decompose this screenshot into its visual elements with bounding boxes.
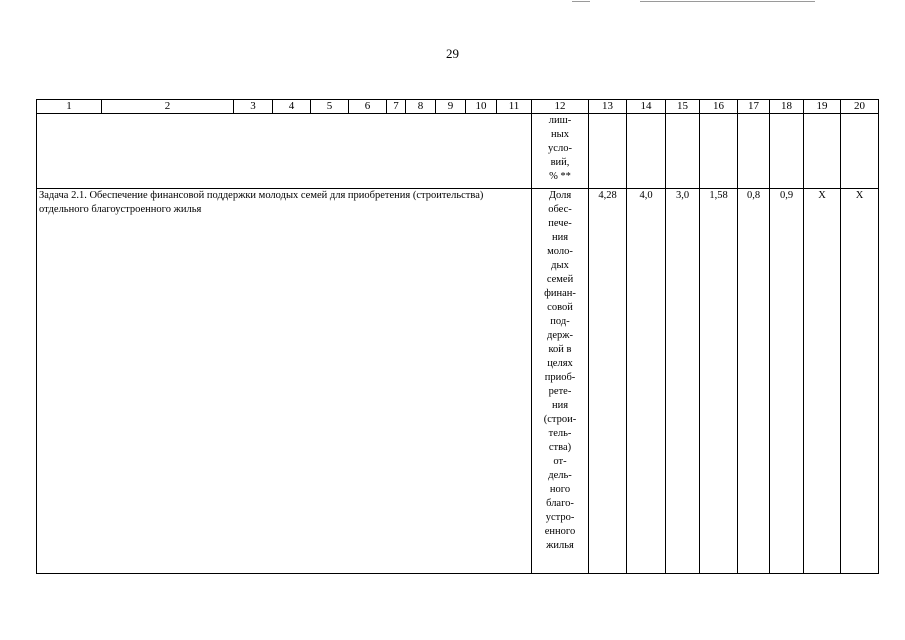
empty-cell <box>666 114 700 189</box>
indicator-line: рете- <box>548 386 572 397</box>
value-cell: 4,28 <box>589 189 627 574</box>
page-number: 29 <box>446 46 459 61</box>
header-cell: 6 <box>349 100 387 114</box>
header-cell: 20 <box>841 100 879 114</box>
header-cell: 4 <box>273 100 311 114</box>
indicator-line: усло- <box>548 143 572 154</box>
indicator-line: целях <box>547 358 573 369</box>
indicator-line: жилья <box>546 540 574 551</box>
header-cell: 7 <box>387 100 406 114</box>
table-row <box>37 189 879 574</box>
indicator-line: ного <box>549 484 571 495</box>
scan-edge-line-1 <box>572 1 590 2</box>
header-cell: 17 <box>738 100 770 114</box>
indicator-line: % ** <box>549 171 571 182</box>
indicator-line: ния <box>551 400 569 411</box>
value-cell: 0,9 <box>770 189 804 574</box>
empty-cell <box>700 114 738 189</box>
value-cell: Х <box>804 189 841 574</box>
indicator-line: держ- <box>546 330 573 341</box>
indicator-line: финан- <box>544 288 576 299</box>
header-cell: 8 <box>406 100 436 114</box>
value-cell: 1,58 <box>700 189 738 574</box>
value-cell: Х <box>841 189 879 574</box>
header-cell: 10 <box>466 100 497 114</box>
indicator-line: под- <box>550 316 570 327</box>
indicator-line: устро- <box>545 512 575 523</box>
indicator-line: ных <box>551 129 569 140</box>
indicator-line: кой в <box>548 344 572 355</box>
indicator-line: обес- <box>548 204 572 215</box>
indicator-line: тель- <box>548 428 572 439</box>
indicator-line: лиш- <box>548 115 572 126</box>
header-cell: 16 <box>700 100 738 114</box>
indicator-line: совой <box>547 302 573 313</box>
empty-cell <box>627 114 666 189</box>
header-cell: 3 <box>234 100 273 114</box>
value-cell: 0,8 <box>738 189 770 574</box>
indicator-line: Доля <box>548 190 572 201</box>
empty-cell <box>841 114 879 189</box>
indicator-line: дых <box>551 260 569 271</box>
header-cell: 13 <box>589 100 627 114</box>
indicator-line: от- <box>553 456 567 467</box>
header-cell: 2 <box>102 100 234 114</box>
scan-edge-line-2 <box>640 1 815 2</box>
empty-cell <box>738 114 770 189</box>
value-cell: 4,0 <box>627 189 666 574</box>
value-cell: 3,0 <box>666 189 700 574</box>
indicator-line: благо- <box>546 498 574 509</box>
indicator-line: дель- <box>548 470 572 481</box>
header-cell: 12 <box>532 100 589 114</box>
header-cell: 9 <box>436 100 466 114</box>
indicator-line: семей <box>546 274 574 285</box>
indicator-line: приоб- <box>544 372 576 383</box>
indicator-line: пече- <box>548 218 572 229</box>
header-cell: 18 <box>770 100 804 114</box>
indicator-line: ния <box>551 232 569 243</box>
header-cell: 11 <box>497 100 532 114</box>
header-cell: 5 <box>311 100 349 114</box>
header-cell: 15 <box>666 100 700 114</box>
table-row <box>37 114 879 189</box>
header-cell: 19 <box>804 100 841 114</box>
indicator-line: моло- <box>547 246 573 257</box>
header-row <box>37 100 879 114</box>
task-description: Задача 2.1. Обеспечение финансовой поддержки молодых семей для приобретения (строительства) отдельного благоустроенного жилья <box>37 189 532 574</box>
empty-cell <box>804 114 841 189</box>
indicator-line: енного <box>544 526 576 537</box>
merged-empty-cell <box>37 114 532 189</box>
data-table <box>36 99 879 574</box>
empty-cell <box>770 114 804 189</box>
indicator-line: ства) <box>548 442 572 453</box>
empty-cell <box>589 114 627 189</box>
indicator-cell <box>532 114 589 189</box>
indicator-line: (строи- <box>543 414 577 425</box>
indicator-line: вий, <box>550 157 570 168</box>
header-cell: 14 <box>627 100 666 114</box>
indicator-cell <box>532 189 589 574</box>
header-cell: 1 <box>37 100 102 114</box>
